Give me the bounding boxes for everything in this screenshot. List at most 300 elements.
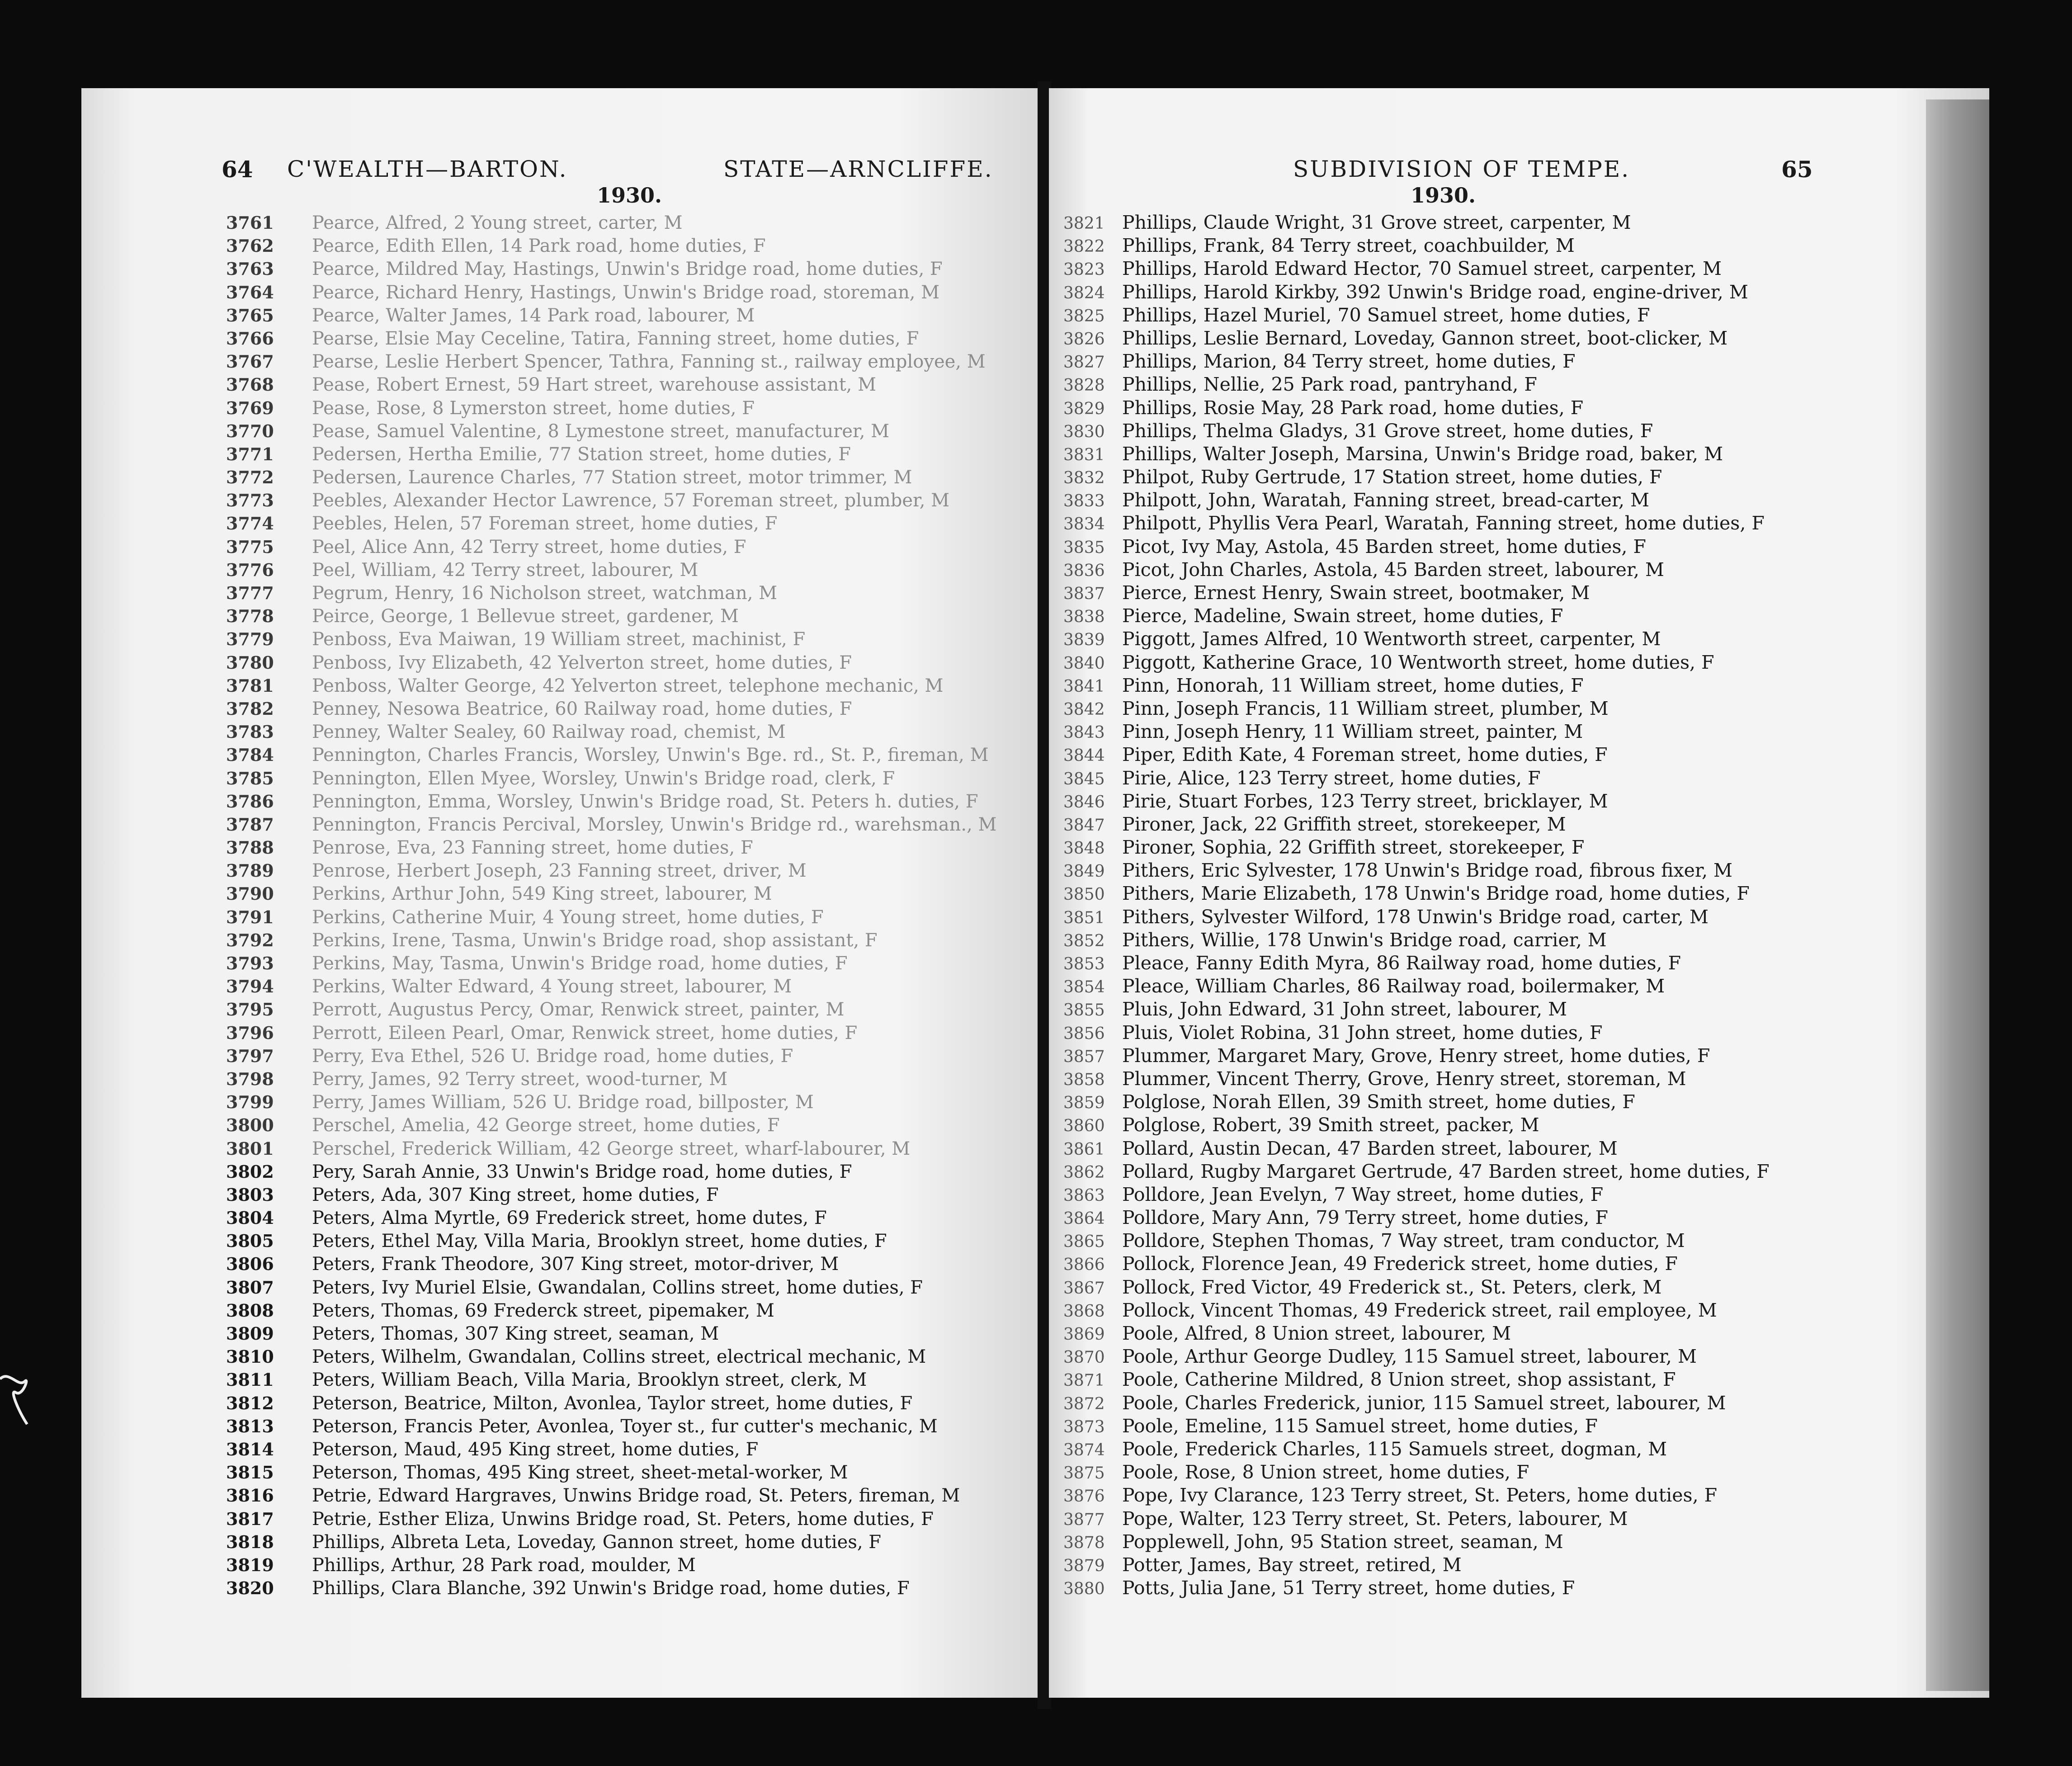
entry-number: 3781: [226, 675, 274, 696]
entry-text: Pease, Robert Ernest, 59 Hart street, warehouse assistant, M: [312, 374, 877, 396]
entry-row: [1063, 836, 1770, 859]
entry-number: 3782: [226, 698, 274, 719]
entry-row: [226, 1322, 996, 1345]
entry-row: [1063, 281, 1770, 304]
entry-text: Pithers, Willie, 178 Unwin's Bridge road, carrier, M: [1122, 929, 1607, 951]
entry-row: [226, 836, 996, 859]
entry-text: Petrie, Esther Eliza, Unwins Bridge road, St. Peters, home duties, F: [312, 1508, 934, 1530]
entry-text: Phillips, Clara Blanche, 392 Unwin's Bridge road, home duties, F: [312, 1578, 910, 1599]
entry-row: [1063, 975, 1770, 998]
entry-number: 3764: [226, 282, 274, 302]
entry-number: 3795: [226, 999, 274, 1020]
entry-number: 3832: [1063, 469, 1105, 488]
entry-text: Pollock, Florence Jean, 49 Frederick street, home duties, F: [1122, 1253, 1678, 1275]
entry-number: 3775: [226, 536, 274, 557]
entry-text: Pease, Rose, 8 Lymerston street, home duties, F: [312, 397, 755, 419]
entry-row: [1063, 373, 1770, 396]
entry-number: 3867: [1063, 1279, 1105, 1298]
entry-number: 3861: [1063, 1140, 1105, 1159]
entry-row: [226, 1415, 996, 1438]
entry-row: [1063, 466, 1770, 489]
entry-row: [1063, 1183, 1770, 1206]
entry-text: Pinn, Joseph Francis, 11 William street, plumber, M: [1122, 697, 1609, 719]
entry-number: 3871: [1063, 1371, 1105, 1390]
entry-text: Pithers, Marie Elizabeth, 178 Unwin's Bridge road, home duties, F: [1122, 883, 1750, 905]
entry-row: [1063, 651, 1770, 674]
entry-text: Polldore, Jean Evelyn, 7 Way street, home duties, F: [1122, 1183, 1604, 1205]
entry-row: [226, 350, 996, 373]
entry-row: [1063, 535, 1770, 558]
entry-row: [1063, 1091, 1770, 1114]
entry-text: Pennington, Ellen Myee, Worsley, Unwin's Bridge road, clerk, F: [312, 768, 895, 789]
entry-row: [1063, 1206, 1770, 1229]
entry-row: [226, 1461, 996, 1484]
entry-number: 3872: [1063, 1394, 1105, 1413]
entry-number: 3850: [1063, 885, 1105, 904]
entry-text: Poole, Frederick Charles, 115 Samuels street, dogman, M: [1122, 1438, 1667, 1460]
entry-text: Picot, Ivy May, Astola, 45 Barden street, home duties, F: [1122, 535, 1646, 557]
entry-number: 3802: [226, 1161, 274, 1182]
entry-text: Pearce, Richard Henry, Hastings, Unwin's Bridge road, storeman, M: [312, 282, 940, 303]
entry-row: [1063, 327, 1770, 350]
entry-number: 3841: [1063, 677, 1105, 696]
entry-number: 3860: [1063, 1117, 1105, 1136]
entry-row: [1063, 234, 1770, 257]
entry-number: 3856: [1063, 1024, 1105, 1043]
right-heading: SUBDIVISION OF TEMPE.: [1293, 156, 1630, 182]
entry-row: [1063, 420, 1770, 443]
entry-text: Peters, Frank Theodore, 307 King street, motor-driver, M: [312, 1254, 839, 1275]
entry-row: [1063, 1114, 1770, 1137]
entry-text: Pirie, Alice, 123 Terry street, home duties, F: [1122, 767, 1541, 789]
entry-row: [1063, 790, 1770, 813]
entry-row: [226, 674, 996, 697]
entry-row: [226, 512, 996, 535]
entry-row: [1063, 443, 1770, 466]
entry-number: 3849: [1063, 862, 1105, 881]
entry-row: [1063, 998, 1770, 1021]
entry-number: 3821: [1063, 214, 1105, 233]
entry-text: Philpott, John, Waratah, Fanning street, bread-carter, M: [1122, 489, 1650, 511]
entry-text: Perrott, Augustus Percy, Omar, Renwick street, painter, M: [312, 999, 845, 1020]
entry-row: [226, 466, 996, 489]
entry-number: 3813: [226, 1416, 274, 1436]
entry-number: 3785: [226, 768, 274, 789]
entry-number: 3815: [226, 1462, 274, 1483]
entry-text: Pollock, Vincent Thomas, 49 Frederick street, rail employee, M: [1122, 1299, 1717, 1321]
entry-row: [1063, 720, 1770, 743]
entry-text: Perrott, Eileen Pearl, Omar, Renwick street, home duties, F: [312, 1022, 858, 1044]
entry-text: Penrose, Eva, 23 Fanning street, home duties, F: [312, 837, 753, 859]
entry-text: Philpot, Ruby Gertrude, 17 Station street, home duties, F: [1122, 466, 1662, 488]
entry-text: Pearse, Leslie Herbert Spencer, Tathra, Fanning st., railway employee, M: [312, 351, 986, 373]
entry-number: 3874: [1063, 1440, 1105, 1459]
entry-number: 3840: [1063, 654, 1105, 673]
entry-row: [226, 952, 996, 975]
entry-number: 3835: [1063, 538, 1105, 557]
entry-text: Perry, James William, 526 U. Bridge road, billposter, M: [312, 1092, 814, 1113]
entry-row: [226, 1137, 996, 1160]
entry-text: Pierce, Madeline, Swain street, home duties, F: [1122, 605, 1563, 627]
entry-text: Pithers, Eric Sylvester, 178 Unwin's Bridge road, fibrous fixer, M: [1122, 859, 1733, 882]
entry-number: 3877: [1063, 1510, 1105, 1529]
entry-row: [226, 1229, 996, 1252]
entry-text: Polglose, Robert, 39 Smith street, packer, M: [1122, 1114, 1539, 1136]
entry-row: [1063, 628, 1770, 651]
page-edge-right: [1926, 99, 1989, 1691]
entry-text: Piggott, James Alfred, 10 Wentworth street, carpenter, M: [1122, 628, 1661, 650]
entry-number: 3880: [1063, 1580, 1105, 1599]
entry-text: Peel, William, 42 Terry street, labourer, M: [312, 559, 699, 581]
entry-row: [226, 882, 996, 905]
entry-row: [1063, 1021, 1770, 1044]
left-entry-list: [226, 211, 996, 1600]
entry-number: 3847: [1063, 816, 1105, 835]
entry-number: 3776: [226, 559, 274, 580]
entry-number: 3842: [1063, 700, 1105, 719]
entry-text: Perry, Eva Ethel, 526 U. Bridge road, home duties, F: [312, 1045, 793, 1067]
entry-text: Poole, Rose, 8 Union street, home duties, F: [1122, 1461, 1529, 1483]
entry-row: [226, 1160, 996, 1183]
entry-number: 3809: [226, 1323, 274, 1344]
entry-row: [226, 581, 996, 604]
entry-text: Pedersen, Hertha Emilie, 77 Station street, home duties, F: [312, 444, 851, 465]
entry-text: Phillips, Arthur, 28 Park road, moulder, M: [312, 1554, 696, 1576]
entry-number: 3774: [226, 513, 274, 534]
entry-number: 3784: [226, 745, 274, 765]
entry-number: 3762: [226, 236, 274, 256]
entry-row: [226, 1507, 996, 1530]
entry-number: 3848: [1063, 839, 1105, 858]
entry-number: 3822: [1063, 237, 1105, 256]
entry-row: [226, 813, 996, 836]
entry-text: Poole, Catherine Mildred, 8 Union street, shop assistant, F: [1122, 1369, 1676, 1391]
entry-text: Penney, Walter Sealey, 60 Railway road, chemist, M: [312, 722, 786, 743]
entry-number: 3800: [226, 1115, 274, 1136]
entry-number: 3843: [1063, 723, 1105, 742]
entry-row: [1063, 1392, 1770, 1415]
entry-row: [1063, 350, 1770, 373]
entry-text: Polldore, Mary Ann, 79 Terry street, home duties, F: [1122, 1207, 1608, 1229]
entry-text: Pease, Samuel Valentine, 8 Lymestone street, manufacturer, M: [312, 420, 890, 442]
entry-number: 3797: [226, 1045, 274, 1066]
entry-row: [226, 327, 996, 350]
entry-row: [226, 743, 996, 766]
entry-number: 3770: [226, 420, 274, 441]
entry-number: 3851: [1063, 908, 1105, 927]
entry-number: 3778: [226, 606, 274, 627]
entry-number: 3777: [226, 583, 274, 603]
entry-number: 3814: [226, 1439, 274, 1459]
entry-text: Petrie, Edward Hargraves, Unwins Bridge road, St. Peters, fireman, M: [312, 1485, 960, 1506]
entry-row: [226, 1206, 996, 1229]
entry-number: 3801: [226, 1138, 274, 1159]
left-heading-left: C'WEALTH—BARTON.: [287, 156, 568, 182]
entry-text: Perkins, May, Tasma, Unwin's Bridge road, home duties, F: [312, 953, 848, 974]
entry-text: Pennington, Emma, Worsley, Unwin's Bridge road, St. Peters h. duties, F: [312, 791, 978, 812]
entry-row: [1063, 1484, 1770, 1507]
entry-number: 3789: [226, 860, 274, 881]
entry-text: Perschel, Amelia, 42 George street, home duties, F: [312, 1115, 780, 1136]
entry-number: 3839: [1063, 631, 1105, 650]
entry-number: 3845: [1063, 770, 1105, 789]
entry-row: [1063, 1415, 1770, 1438]
entry-row: [226, 1044, 996, 1067]
entry-text: Pollard, Austin Decan, 47 Barden street, labourer, M: [1122, 1137, 1618, 1159]
entry-row: [1063, 1368, 1770, 1391]
entry-row: [226, 604, 996, 628]
entry-row: [1063, 304, 1770, 327]
entry-row: [1063, 743, 1770, 766]
entry-text: Peters, Alma Myrtle, 69 Frederick street, home dutes, F: [312, 1208, 827, 1229]
entry-text: Peebles, Alexander Hector Lawrence, 57 Foreman street, plumber, M: [312, 490, 950, 511]
entry-number: 3787: [226, 814, 274, 835]
entry-number: 3828: [1063, 376, 1105, 395]
entry-text: Pithers, Sylvester Wilford, 178 Unwin's Bridge road, carter, M: [1122, 906, 1709, 928]
entry-row: [226, 767, 996, 790]
right-entry-list: [1063, 211, 1770, 1600]
entry-number: 3804: [226, 1208, 274, 1228]
entry-text: Polglose, Norah Ellen, 39 Smith street, home duties, F: [1122, 1091, 1635, 1113]
entry-text: Poole, Charles Frederick, junior, 115 Samuel street, labourer, M: [1122, 1392, 1726, 1414]
binding-thread: [0, 1338, 32, 1433]
entry-number: 3769: [226, 397, 274, 418]
entry-number: 3859: [1063, 1094, 1105, 1113]
entry-number: 3765: [226, 305, 274, 326]
entry-text: Pearse, Elsie May Ceceline, Tatira, Fanning street, home duties, F: [312, 328, 919, 349]
entry-row: [226, 859, 996, 882]
entry-row: [226, 651, 996, 674]
entry-text: Pearce, Mildred May, Hastings, Unwin's Bridge road, home duties, F: [312, 259, 943, 280]
left-heading-right: STATE—ARNCLIFFE.: [723, 156, 993, 182]
right-year: 1930.: [1411, 183, 1476, 208]
entry-row: [1063, 674, 1770, 697]
entry-text: Perkins, Catherine Muir, 4 Young street, home duties, F: [312, 907, 824, 928]
entry-text: Pierce, Ernest Henry, Swain street, bootmaker, M: [1122, 582, 1590, 604]
entry-number: 3868: [1063, 1302, 1105, 1321]
entry-text: Peterson, Thomas, 495 King street, sheet-metal-worker, M: [312, 1462, 848, 1483]
entry-number: 3810: [226, 1346, 274, 1367]
entry-number: 3858: [1063, 1070, 1105, 1089]
entry-number: 3820: [226, 1578, 274, 1599]
entry-row: [226, 697, 996, 720]
entry-text: Philpott, Phyllis Vera Pearl, Waratah, Fanning street, home duties, F: [1122, 512, 1765, 534]
entry-text: Pluis, John Edward, 31 John street, labourer, M: [1122, 998, 1567, 1020]
entry-number: 3771: [226, 444, 274, 464]
entry-number: 3766: [226, 328, 274, 349]
entry-number: 3834: [1063, 515, 1105, 534]
entry-text: Potter, James, Bay street, retired, M: [1122, 1554, 1462, 1576]
entry-number: 3763: [226, 259, 274, 279]
entry-text: Peterson, Francis Peter, Avonlea, Toyer st., fur cutter's mechanic, M: [312, 1416, 938, 1437]
entry-row: [1063, 1438, 1770, 1461]
entry-row: [1063, 767, 1770, 790]
entry-number: 3803: [226, 1184, 274, 1205]
entry-row: [1063, 1252, 1770, 1275]
entry-number: 3811: [226, 1369, 274, 1390]
entry-text: Phillips, Nellie, 25 Park road, pantryhand, F: [1122, 373, 1537, 396]
entry-row: [226, 1252, 996, 1275]
entry-text: Penboss, Ivy Elizabeth, 42 Yelverton street, home duties, F: [312, 652, 852, 673]
entry-row: [1063, 512, 1770, 535]
entry-row: [226, 1276, 996, 1299]
entry-number: 3818: [226, 1531, 274, 1552]
entry-row: [1063, 581, 1770, 604]
entry-text: Pope, Ivy Clarance, 123 Terry street, St. Peters, home duties, F: [1122, 1484, 1718, 1506]
entry-number: 3807: [226, 1277, 274, 1298]
entry-row: [226, 790, 996, 813]
entry-number: 3817: [226, 1508, 274, 1529]
entry-text: Peters, Thomas, 307 King street, seaman, M: [312, 1323, 719, 1344]
entry-number: 3879: [1063, 1556, 1105, 1575]
entry-text: Poole, Emeline, 115 Samuel street, home duties, F: [1122, 1415, 1598, 1437]
entry-text: Pluis, Violet Robina, 31 John street, home duties, F: [1122, 1021, 1603, 1044]
entry-number: 3833: [1063, 492, 1105, 511]
left-page-number: 64: [222, 156, 253, 183]
entry-text: Penney, Nesowa Beatrice, 60 Railway road, home duties, F: [312, 698, 852, 719]
entry-text: Phillips, Frank, 84 Terry street, coachbuilder, M: [1122, 235, 1575, 257]
entry-row: [226, 1392, 996, 1415]
entry-row: [1063, 257, 1770, 280]
entry-text: Peters, Ivy Muriel Elsie, Gwandalan, Collins street, home duties, F: [312, 1277, 923, 1298]
entry-number: 3830: [1063, 422, 1105, 441]
entry-number: 3796: [226, 1022, 274, 1043]
entry-row: [226, 1554, 996, 1577]
entry-row: [1063, 1345, 1770, 1368]
entry-row: [226, 1530, 996, 1554]
entry-text: Pegrum, Henry, 16 Nicholson street, watchman, M: [312, 583, 778, 604]
entry-row: [1063, 1067, 1770, 1091]
entry-number: 3864: [1063, 1209, 1105, 1228]
entry-text: Peel, Alice Ann, 42 Terry street, home duties, F: [312, 536, 746, 557]
entry-number: 3805: [226, 1231, 274, 1251]
entry-row: [226, 1438, 996, 1461]
entry-number: 3838: [1063, 608, 1105, 627]
entry-number: 3865: [1063, 1232, 1105, 1251]
entry-text: Phillips, Walter Joseph, Marsina, Unwin's Bridge road, baker, M: [1122, 443, 1723, 465]
entry-row: [226, 397, 996, 420]
entry-number: 3866: [1063, 1256, 1105, 1275]
right-page-number: 65: [1781, 156, 1813, 183]
entry-row: [226, 1091, 996, 1114]
entry-row: [1063, 952, 1770, 975]
entry-number: 3873: [1063, 1417, 1105, 1436]
entry-number: 3799: [226, 1092, 274, 1113]
entry-text: Penrose, Herbert Joseph, 23 Fanning street, driver, M: [312, 860, 807, 882]
entry-row: [1063, 1461, 1770, 1484]
entry-row: [1063, 1577, 1770, 1600]
entry-row: [1063, 558, 1770, 581]
entry-row: [226, 558, 996, 581]
entry-row: [1063, 882, 1770, 905]
entry-text: Peters, Thomas, 69 Frederck street, pipemaker, M: [312, 1300, 774, 1321]
entry-row: [226, 975, 996, 998]
entry-number: 3808: [226, 1300, 274, 1321]
entry-number: 3798: [226, 1068, 274, 1089]
entry-number: 3788: [226, 837, 274, 858]
entry-text: Potts, Julia Jane, 51 Terry street, home duties, F: [1122, 1577, 1575, 1599]
entry-number: 3761: [226, 212, 274, 233]
entry-number: 3790: [226, 883, 274, 904]
entry-row: [226, 720, 996, 743]
entry-number: 3826: [1063, 330, 1105, 349]
entry-text: Piper, Edith Kate, 4 Foreman street, home duties, F: [1122, 744, 1608, 766]
entry-text: Penboss, Walter George, 42 Yelverton street, telephone mechanic, M: [312, 675, 944, 696]
entry-number: 3855: [1063, 1001, 1105, 1020]
entry-row: [226, 234, 996, 257]
entry-row: [1063, 1322, 1770, 1345]
entry-text: Peters, Wilhelm, Gwandalan, Collins street, electrical mechanic, M: [312, 1346, 926, 1368]
entry-number: 3791: [226, 907, 274, 927]
entry-row: [1063, 211, 1770, 234]
entry-number: 3823: [1063, 260, 1105, 279]
entry-number: 3831: [1063, 445, 1105, 464]
entry-text: Perkins, Irene, Tasma, Unwin's Bridge road, shop assistant, F: [312, 930, 878, 951]
entry-row: [1063, 813, 1770, 836]
entry-number: 3806: [226, 1254, 274, 1275]
entry-text: Phillips, Claude Wright, 31 Grove street, carpenter, M: [1122, 212, 1631, 233]
entry-text: Peters, Ethel May, Villa Maria, Brooklyn street, home duties, F: [312, 1231, 887, 1252]
entry-row: [1063, 1554, 1770, 1577]
entry-row: [226, 1299, 996, 1322]
entry-text: Pope, Walter, 123 Terry street, St. Peters, labourer, M: [1122, 1507, 1628, 1530]
entry-number: 3819: [226, 1554, 274, 1575]
entry-row: [1063, 929, 1770, 952]
entry-row: [1063, 1044, 1770, 1067]
entry-text: Phillips, Harold Kirkby, 392 Unwin's Bridge road, engine-driver, M: [1122, 281, 1748, 303]
entry-number: 3853: [1063, 955, 1105, 973]
entry-text: Piggott, Katherine Grace, 10 Wentworth street, home duties, F: [1122, 651, 1714, 673]
entry-text: Popplewell, John, 95 Station street, seaman, M: [1122, 1530, 1563, 1553]
entry-number: 3836: [1063, 561, 1105, 580]
entry-row: [1063, 1299, 1770, 1322]
entry-row: [226, 257, 996, 280]
entry-row: [226, 489, 996, 512]
entry-row: [226, 1484, 996, 1507]
entry-row: [1063, 397, 1770, 420]
entry-row: [226, 420, 996, 443]
entry-number: 3827: [1063, 353, 1105, 372]
entry-text: Pedersen, Laurence Charles, 77 Station street, motor trimmer, M: [312, 467, 912, 488]
entry-row: [226, 1114, 996, 1137]
entry-text: Pinn, Joseph Henry, 11 William street, painter, M: [1122, 721, 1583, 743]
right-page: [1049, 88, 1989, 1698]
entry-row: [1063, 1160, 1770, 1183]
entry-number: 3786: [226, 791, 274, 812]
entry-number: 3779: [226, 629, 274, 650]
entry-number: 3870: [1063, 1348, 1105, 1367]
entry-row: [226, 211, 996, 234]
entry-text: Pirie, Stuart Forbes, 123 Terry street, bricklayer, M: [1122, 790, 1608, 812]
entry-text: Phillips, Rosie May, 28 Park road, home duties, F: [1122, 397, 1584, 419]
entry-number: 3825: [1063, 307, 1105, 326]
entry-text: Perkins, Walter Edward, 4 Young street, labourer, M: [312, 976, 792, 997]
entry-text: Peters, William Beach, Villa Maria, Brooklyn street, clerk, M: [312, 1369, 867, 1391]
entry-row: [1063, 1507, 1770, 1530]
entry-number: 3852: [1063, 931, 1105, 950]
entry-number: 3875: [1063, 1464, 1105, 1483]
entry-text: Pleace, Fanny Edith Myra, 86 Railway road, home duties, F: [1122, 952, 1681, 974]
entry-row: [226, 1183, 996, 1206]
entry-row: [1063, 1276, 1770, 1299]
entry-number: 3767: [226, 351, 274, 372]
entry-row: [226, 998, 996, 1021]
entry-number: 3812: [226, 1393, 274, 1413]
entry-text: Pinn, Honorah, 11 William street, home duties, F: [1122, 674, 1584, 696]
entry-row: [1063, 697, 1770, 720]
entry-text: Polldore, Stephen Thomas, 7 Way street, tram conductor, M: [1122, 1230, 1685, 1252]
entry-row: [226, 906, 996, 929]
